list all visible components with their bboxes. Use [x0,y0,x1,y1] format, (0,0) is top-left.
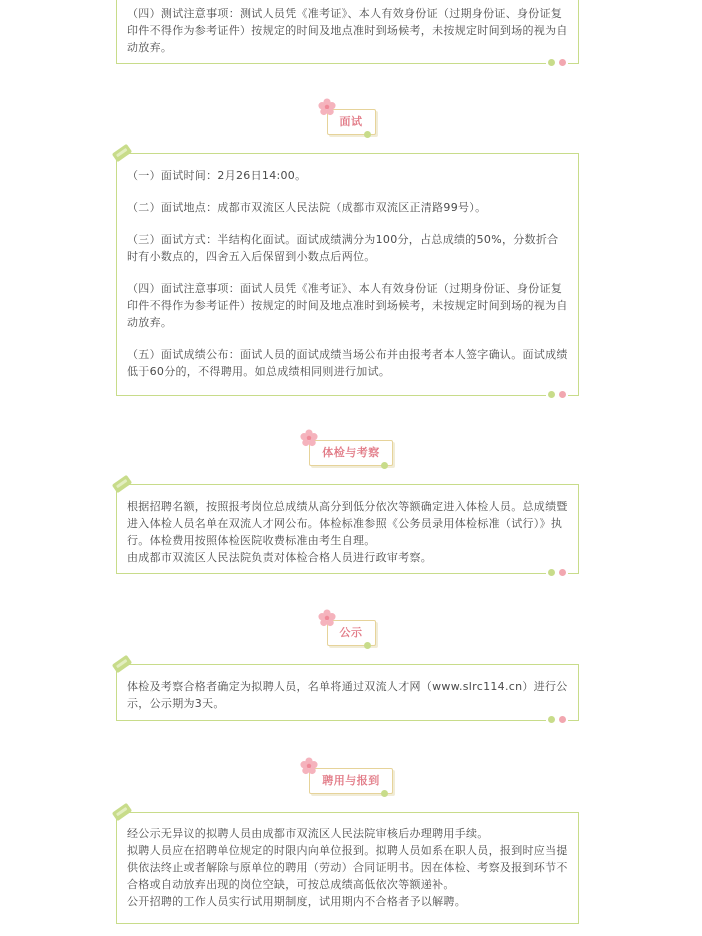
public-line: 体检及考察合格者确定为拟聘人员，名单将通过双流人才网（www.slrc114.cn）进行公示，公示期为3天。 [127,680,568,710]
hire-line: 拟聘人员应在招聘单位规定的时限内向单位报到。拟聘人员如系在职人员，报到时应当提供依法终止或者解除与原单位的聘用（劳动）合同证明书。因在体检、考察及报到环节不合格或自动放弃出现的岗位空缺，可按总成绩高低依次等额递补。 [127,844,568,891]
test-notice-box [116,0,579,64]
green-dot-icon [548,59,555,66]
interview-box [116,153,579,396]
section-title-physical [309,440,393,466]
section-title-hire [309,768,393,794]
section-title-text: 聘用与报到 [322,774,380,787]
pink-dot-icon [559,569,566,576]
green-dot-icon [381,462,388,469]
section-title-text: 公示 [339,626,363,639]
green-dot-icon [548,716,555,723]
hire-title-wrap [0,768,702,794]
section-title-text: 面试 [339,115,363,128]
pink-dot-icon [559,59,566,66]
test-notice-paragraph: （四）测试注意事项：测试人员凭《准考证》、本人有效身份证（过期身份证、身份证复印件不得作为参考证件）按规定的时间及地点准时到场候考，未按规定时间到场的视为自动放弃。 [127,7,568,54]
green-dot-icon [364,131,371,138]
hire-line: 公开招聘的工作人员实行试用期制度，试用期内不合格者予以解聘。 [127,895,466,908]
pink-dot-icon [559,716,566,723]
flower-icon [318,609,336,627]
interview-paragraph: （五）面试成绩公布：面试人员的面试成绩当场公布并由报考者本人签字确认。面试成绩低于60分的，不得聘用。如总成绩相同则进行加试。 [127,348,568,378]
interview-paragraph: （一）面试时间：2月26日14:00。 [127,169,307,182]
green-dot-icon [381,790,388,797]
physical-title-wrap [0,440,702,466]
flower-icon [300,757,318,775]
public-title-wrap [0,620,702,646]
interview-paragraph: （四）面试注意事项：面试人员凭《准考证》、本人有效身份证（过期身份证、身份证复印件不得作为参考证件）按规定的时间及地点准时到场候考，未按规定时间到场的视为自动放弃。 [127,282,568,329]
flower-icon [318,98,336,116]
green-dot-icon [548,569,555,576]
physical-line: 根据招聘名额，按照报考岗位总成绩从高分到低分依次等额确定进入体检人员。总成绩暨进入体检人员名单在双流人才网公布。体检标准参照《公务员录用体检标准（试行）》执行。体检费用按照体检医院收费标准由考生自理。 [127,500,568,547]
interview-title-wrap [0,109,702,135]
interview-paragraph: （二）面试地点：成都市双流区人民法院（成都市双流区正清路99号）。 [127,201,487,214]
corner-dots [546,716,568,724]
corner-dots [546,59,568,67]
section-title-public [327,620,376,646]
pink-dot-icon [559,391,566,398]
hire-line: 经公示无异议的拟聘人员由成都市双流区人民法院审核后办理聘用手续。 [127,827,489,840]
section-title-text: 体检与考察 [322,446,380,459]
green-dot-icon [548,391,555,398]
physical-line: 由成都市双流区人民法院负责对体检合格人员进行政审考察。 [127,551,433,564]
physical-box [116,484,579,574]
interview-paragraph: （三）面试方式：半结构化面试。面试成绩满分为100分，占总成绩的50%，分数折合时有小数点的，四舍五入后保留到小数点后两位。 [127,233,559,263]
public-box [116,664,579,721]
section-title-interview [327,109,376,135]
green-dot-icon [364,642,371,649]
flower-icon [300,429,318,447]
hire-box [116,812,579,924]
corner-dots [546,569,568,577]
corner-dots [546,391,568,399]
